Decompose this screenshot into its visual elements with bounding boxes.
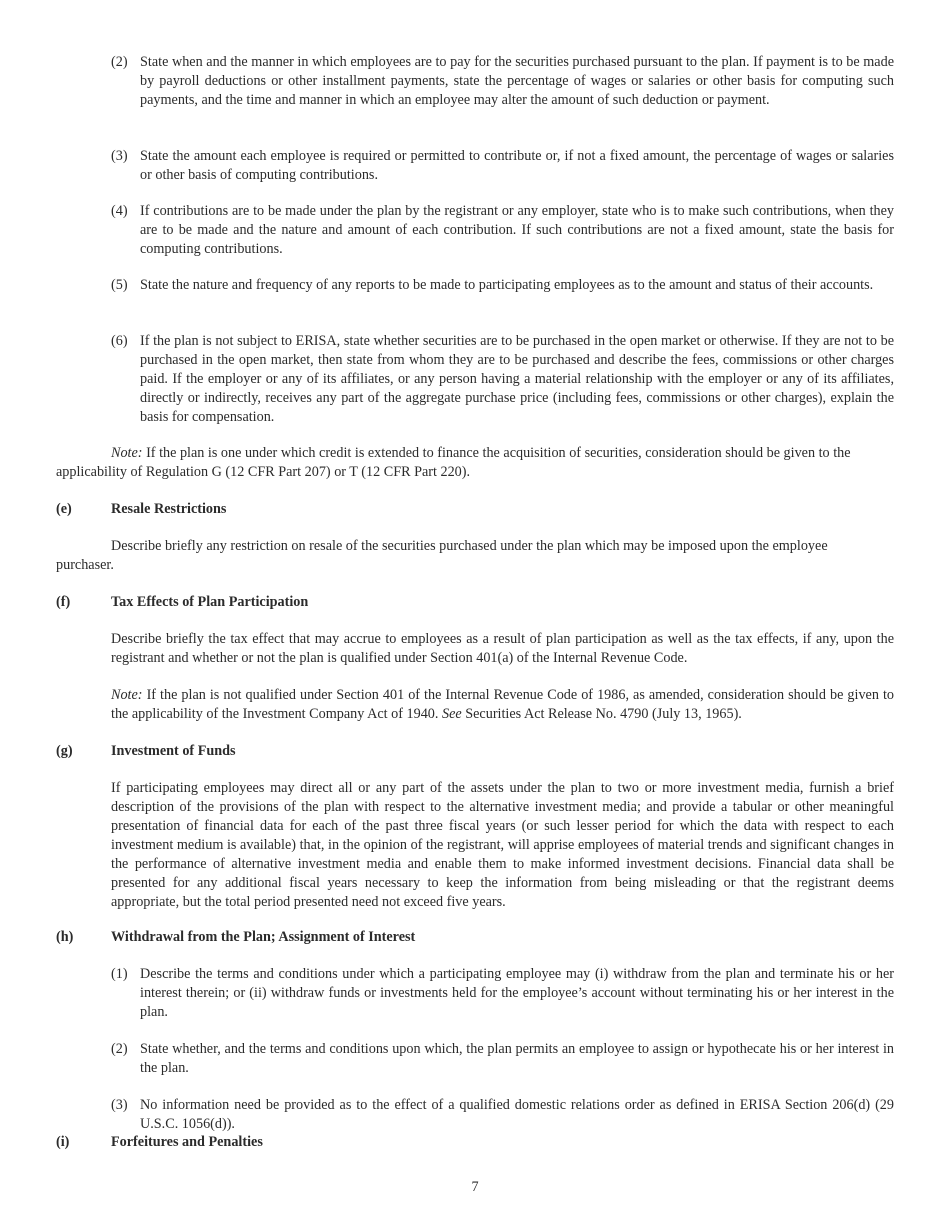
section-title: Tax Effects of Plan Participation (111, 594, 309, 610)
section-title: Forfeitures and Penalties (111, 1134, 263, 1150)
note-label: Note: (111, 687, 143, 703)
section-f-note (111, 686, 894, 724)
section-e-paragraph (56, 537, 866, 575)
list-item (111, 332, 894, 427)
note-text: If the plan is one under which credit is extended to finance the acquisition of securities, consideration should be given to the applicability of Regulation G (12 CFR Part 207) or T (12 CFR Part 220). (56, 445, 851, 480)
item-number: (1) (111, 966, 128, 982)
note-text: Securities Act Release No. 4790 (July 13, 1965). (461, 706, 742, 722)
section-f-paragraph: Describe briefly the tax effect that may accrue to employees as a result of plan participation as well as the tax effects, if any, upon the registrant and whether or not the plan is qualified under Section 401(a) of the Internal Revenue Code. (111, 631, 894, 666)
item-number: (2) (111, 1041, 128, 1057)
list-item (111, 1040, 894, 1078)
item-text: State when and the manner in which employees are to pay for the securities purchased pursuant to the plan. If payment is to be made by payroll deductions or other installment payments, state the percentage of wages or salaries or other basis for computing such payments, and the time and manner in which an employee may alter the amount of such deduction or payment. (140, 54, 894, 108)
item-number: (3) (111, 1097, 128, 1113)
section-letter: (h) (56, 929, 74, 945)
note-paragraph (56, 444, 866, 482)
section-letter: (g) (56, 743, 73, 759)
section-title: Withdrawal from the Plan; Assignment of Interest (111, 929, 416, 945)
item-text: State the nature and frequency of any reports to be made to participating employees as to the amount and status of their accounts. (140, 277, 874, 293)
note-text: If the plan is not qualified under Section 401 of the Internal Revenue Code of 1986, as amended, consideration should be given to the applicability of the Investment Company Act of 1940. (111, 687, 894, 722)
item-number: (5) (111, 277, 128, 293)
list-item (111, 965, 894, 1022)
list-item (111, 147, 894, 185)
item-text: If the plan is not subject to ERISA, state whether securities are to be purchased in the open market or otherwise. If they are not to be purchased in the open market, then state from whom they are to be purchased and describe the fees, commissions or other charges paid. If the employer or any of its affiliates, or any person having a material relationship with the employer or any of its affiliates, directly or indirectly, receives any part of the aggregate purchase price (including fees, commissions or other charges), explain the basis for compensation. (140, 333, 894, 425)
item-text: State the amount each employee is required or permitted to contribute or, if not a fixed amount, the percentage of wages or salaries or other basis of computing contributions. (140, 148, 894, 183)
list-item (111, 1096, 894, 1134)
section-title: Resale Restrictions (111, 501, 227, 517)
page-number: 7 (471, 1179, 479, 1195)
section-g-paragraph: If participating employees may direct all or any part of the assets under the plan to two or more investment media, furnish a brief description of the provisions of the plan with respect to the alternative investment media; and provide a tabular or other meaningful presentation of financial data for each of the past three fiscal years (or such lesser period for which the data with respect to each investment medium is available) that, in the opinion of the registrant, will apprise employees of material trends and significant changes in the performance of alternative investment media and enable them to make informed investment decisions. Financial data shall be presented for any additional fiscal years necessary to keep the information from being misleading or that the registrant deems appropriate, but the total period presented need not exceed five years. (111, 780, 894, 910)
note-label: Note: (111, 445, 143, 461)
list-item (111, 53, 894, 110)
item-number: (2) (111, 54, 128, 70)
list-item (111, 202, 894, 259)
paragraph-text: Describe briefly any restriction on resale of the securities purchased under the plan which may be imposed upon the employee purchaser. (56, 538, 828, 573)
list-item (111, 276, 894, 295)
item-number: (3) (111, 148, 128, 164)
section-letter: (i) (56, 1134, 70, 1150)
section-letter: (f) (56, 594, 71, 610)
item-text: No information need be provided as to the effect of a qualified domestic relations order as defined in ERISA Section 206(d) (29 U.S.C. 1056(d)). (140, 1097, 894, 1132)
section-letter: (e) (56, 501, 72, 517)
item-text: State whether, and the terms and conditions upon which, the plan permits an employee to assign or hypothecate his or her interest in the plan. (140, 1041, 894, 1076)
note-see: See (441, 706, 462, 722)
item-text: Describe the terms and conditions under which a participating employee may (i) withdraw from the plan and terminate his or her interest therein; or (ii) withdraw funds or investments held for the employee’s account without terminating his or her interest in the plan. (140, 966, 894, 1020)
item-text: If contributions are to be made under the plan by the registrant or any employer, state who is to make such contributions, when they are to be made and the nature and amount of each contribution. If such contributions are not a fixed amount, state the basis for computing contributions. (140, 203, 894, 257)
item-number: (4) (111, 203, 128, 219)
section-title: Investment of Funds (111, 743, 236, 759)
item-number: (6) (111, 333, 128, 349)
